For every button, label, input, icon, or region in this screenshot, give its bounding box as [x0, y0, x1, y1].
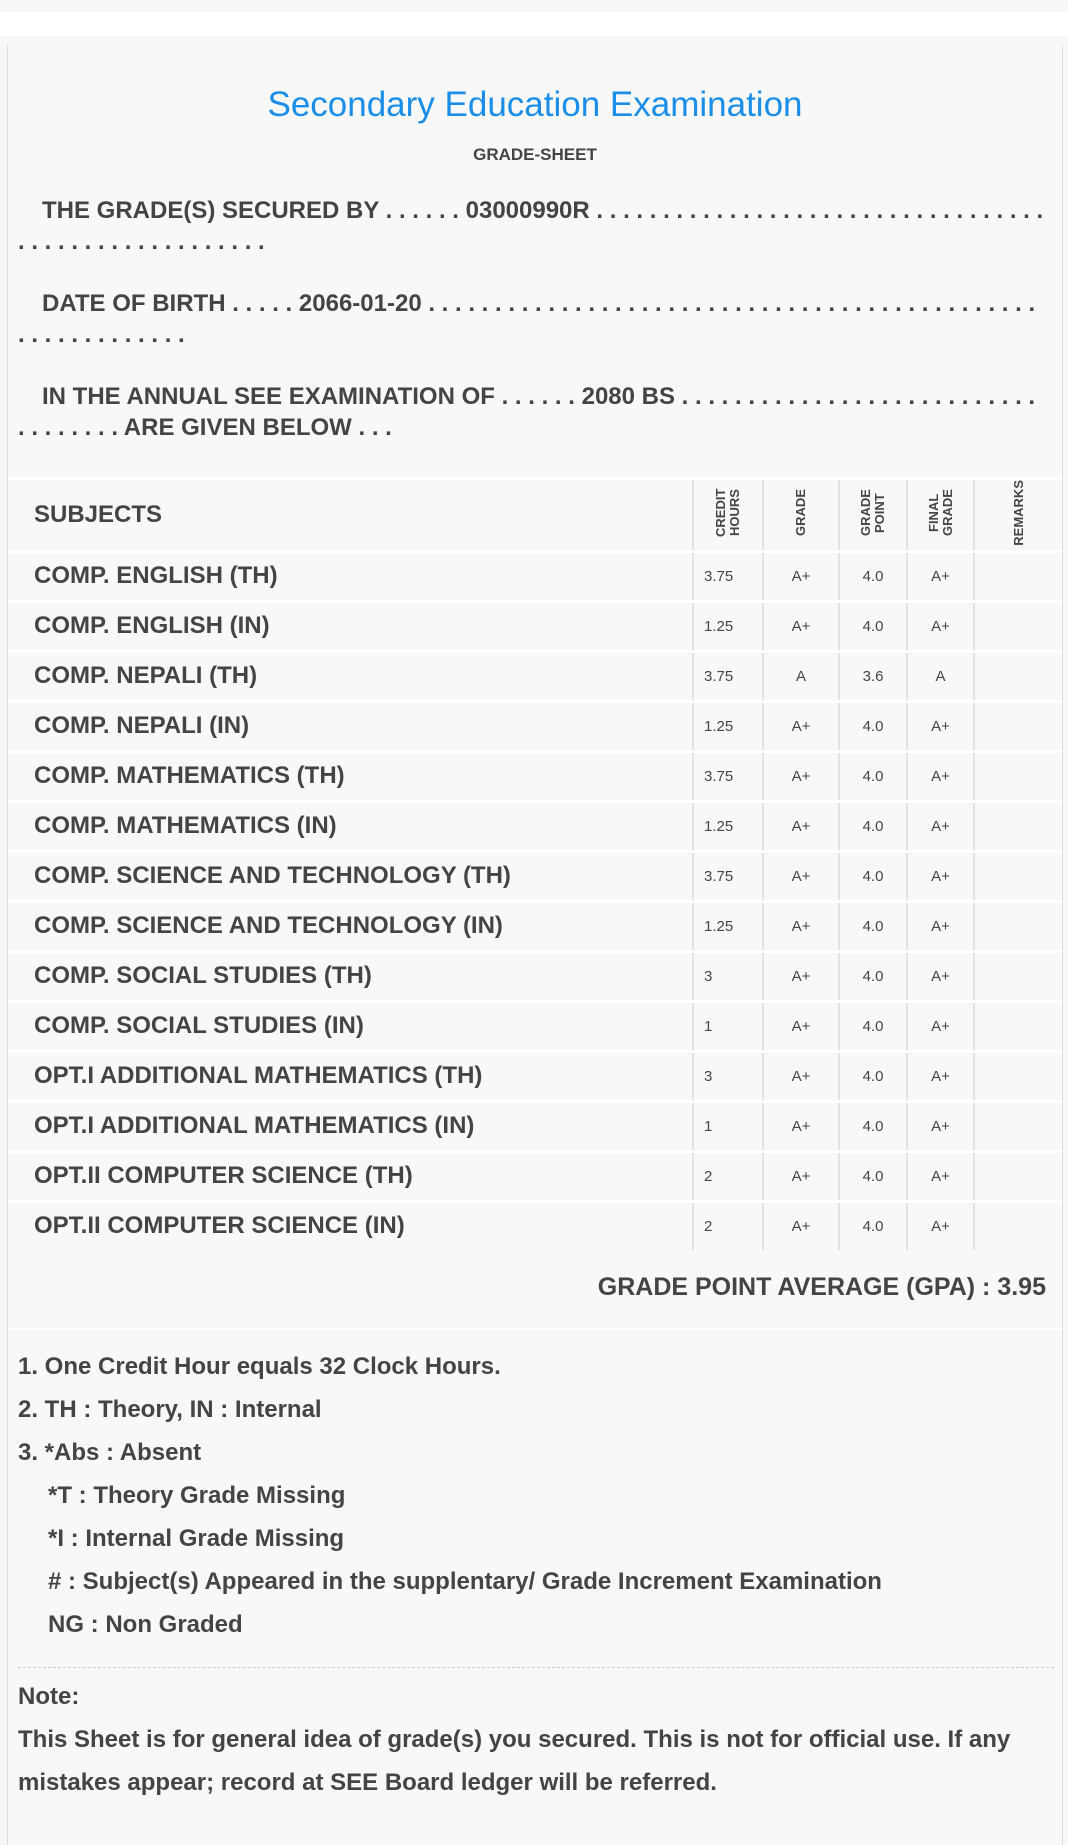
subject-cell: OPT.II COMPUTER SCIENCE (TH): [8, 1151, 693, 1201]
grade-point-cell: 4.0: [839, 1051, 907, 1101]
subject-cell: COMP. SOCIAL STUDIES (TH): [8, 951, 693, 1001]
table-row: [8, 851, 1062, 901]
grade-point-cell: 4.0: [839, 1001, 907, 1051]
remarks-cell: [974, 1201, 1062, 1250]
remarks-cell: [974, 801, 1062, 851]
remarks-cell: [974, 951, 1062, 1001]
final-grade-cell: A+: [907, 1101, 974, 1151]
subject-cell: OPT.II COMPUTER SCIENCE (IN): [8, 1201, 693, 1250]
final-grade-cell: A: [907, 651, 974, 701]
grade-cell: A: [763, 651, 839, 701]
remarks-cell: [974, 1001, 1062, 1051]
grade-point-cell: 4.0: [839, 1201, 907, 1250]
credit-hours-cell: 3.75: [693, 751, 763, 801]
table-row: [8, 1001, 1062, 1051]
credit-hours-cell: 3.75: [693, 651, 763, 701]
grade-cell: A+: [763, 901, 839, 951]
header-grade-text: GRADE: [793, 489, 808, 537]
table-row: [8, 1151, 1062, 1201]
remarks-cell: [974, 651, 1062, 701]
exam-year: 2080 BS: [581, 383, 675, 410]
final-grade-cell: A+: [907, 1001, 974, 1051]
grade-point-cell: 4.0: [839, 801, 907, 851]
remarks-cell: [974, 551, 1062, 601]
table-row: [8, 551, 1062, 601]
grade-point-cell: 4.0: [839, 1151, 907, 1201]
grade-point-cell: 4.0: [839, 751, 907, 801]
subject-cell: COMP. SCIENCE AND TECHNOLOGY (IN): [8, 901, 693, 951]
grade-point-cell: 4.0: [839, 551, 907, 601]
header-credit-hours-text: CREDIT HOURS: [713, 488, 742, 538]
remarks-cell: [974, 751, 1062, 801]
legend-item: *I : Internal Grade Missing: [48, 1525, 345, 1552]
final-grade-cell: A+: [907, 951, 974, 1001]
grade-cell: A+: [763, 801, 839, 851]
grade-cell: A+: [763, 701, 839, 751]
page-title: Secondary Education Examination: [267, 85, 803, 124]
table-row: [8, 751, 1062, 801]
remarks-cell: [974, 851, 1062, 901]
header-final-grade: [907, 479, 974, 552]
gpa-value: 3.95: [997, 1273, 1046, 1301]
final-grade-cell: A+: [907, 701, 974, 751]
table-row: [8, 901, 1062, 951]
credit-hours-cell: 3: [693, 1051, 763, 1101]
subject-cell: COMP. ENGLISH (IN): [8, 601, 693, 651]
table-header-row: [8, 479, 1062, 552]
header-grade-point-text: GRADE POINT: [858, 489, 887, 537]
legend-item: 2. TH : Theory, IN : Internal: [18, 1396, 322, 1423]
credit-hours-cell: 1.25: [693, 601, 763, 651]
grade-cell: A+: [763, 951, 839, 1001]
divider: [8, 1328, 1062, 1330]
grade-point-cell: 3.6: [839, 651, 907, 701]
header-final-grade-text: FINAL GRADE: [925, 489, 955, 537]
page-subtitle: GRADE-SHEET: [473, 145, 597, 164]
top-bar: [0, 12, 1068, 36]
grade-cell: A+: [763, 751, 839, 801]
final-grade-cell: A+: [907, 751, 974, 801]
remarks-cell: [974, 601, 1062, 651]
remarks-cell: [974, 901, 1062, 951]
grade-cell: A+: [763, 601, 839, 651]
final-grade-cell: A+: [907, 1051, 974, 1101]
note-text: This Sheet is for general idea of grade(s) you secured. This is not for official use. If any mistakes appear; record at SEE Board ledger will be referred.: [18, 1726, 1011, 1796]
legend-item: 1. One Credit Hour equals 32 Clock Hours.: [18, 1353, 501, 1380]
grade-point-cell: 4.0: [839, 601, 907, 651]
grade-sheet-panel: [7, 45, 1063, 1845]
credit-hours-cell: 3.75: [693, 551, 763, 601]
final-grade-cell: A+: [907, 551, 974, 601]
legend: [18, 1345, 882, 1646]
table-row: [8, 651, 1062, 701]
gpa-label: GRADE POINT AVERAGE (GPA) :: [597, 1273, 991, 1301]
grade-cell: A+: [763, 1101, 839, 1151]
credit-hours-cell: 3: [693, 951, 763, 1001]
subject-cell: COMP. SOCIAL STUDIES (IN): [8, 1001, 693, 1051]
secured-by-label: THE GRADE(S) SECURED BY: [42, 197, 379, 224]
remarks-cell: [974, 1151, 1062, 1201]
table-row: [8, 1201, 1062, 1250]
subject-cell: COMP. MATHEMATICS (TH): [8, 751, 693, 801]
grade-point-cell: 4.0: [839, 851, 907, 901]
table-row: [8, 801, 1062, 851]
note-label: Note:: [18, 1683, 80, 1710]
remarks-cell: [974, 1051, 1062, 1101]
grade-cell: A+: [763, 851, 839, 901]
header-credit-hours: [693, 479, 763, 552]
note: [18, 1675, 1054, 1804]
subject-cell: COMP. NEPALI (TH): [8, 651, 693, 701]
remarks-cell: [974, 701, 1062, 751]
credit-hours-cell: 3.75: [693, 851, 763, 901]
final-grade-cell: A+: [907, 1151, 974, 1201]
header-remarks: [974, 479, 1062, 552]
legend-item: *T : Theory Grade Missing: [48, 1482, 346, 1509]
credit-hours-cell: 1: [693, 1001, 763, 1051]
grade-point-cell: 4.0: [839, 901, 907, 951]
dob-value: 2066-01-20: [298, 290, 422, 317]
grade-cell: A+: [763, 1201, 839, 1250]
table-row: [8, 1101, 1062, 1151]
dashed-divider: [18, 1667, 1054, 1668]
dob-label: DATE OF BIRTH: [42, 290, 226, 317]
subject-cell: COMP. ENGLISH (TH): [8, 551, 693, 601]
gpa: [598, 1273, 1046, 1302]
final-grade-cell: A+: [907, 601, 974, 651]
subject-cell: COMP. NEPALI (IN): [8, 701, 693, 751]
header-grade: [763, 479, 839, 552]
subject-cell: OPT.I ADDITIONAL MATHEMATICS (TH): [8, 1051, 693, 1101]
legend-item: 3. *Abs : Absent: [18, 1439, 202, 1466]
grade-cell: A+: [763, 1001, 839, 1051]
header-subjects: SUBJECTS: [8, 479, 693, 552]
table-row: [8, 1051, 1062, 1101]
credit-hours-cell: 1.25: [693, 701, 763, 751]
grade-cell: A+: [763, 1151, 839, 1201]
credit-hours-cell: 1: [693, 1101, 763, 1151]
subject-cell: COMP. MATHEMATICS (IN): [8, 801, 693, 851]
symbol-number: 03000990R: [465, 197, 590, 224]
legend-item: NG : Non Graded: [48, 1611, 243, 1638]
exam-label: IN THE ANNUAL SEE EXAMINATION OF: [42, 383, 495, 410]
subject-cell: OPT.I ADDITIONAL MATHEMATICS (IN): [8, 1101, 693, 1151]
table-row: [8, 601, 1062, 651]
header-grade-point: [839, 479, 907, 552]
final-grade-cell: A+: [907, 801, 974, 851]
final-grade-cell: A+: [907, 901, 974, 951]
secured-by-line: THE GRADE(S) SECURED BY . . . . . . 03000990R . . . . . . . . . . . . . . . . . . . . . . . . . . . . . . . . . . . . . . . . . . . . . . . . . . . . .: [18, 197, 1044, 255]
credit-hours-cell: 1.25: [693, 801, 763, 851]
dob-line: DATE OF BIRTH . . . . . 2066-01-20 . . . . . . . . . . . . . . . . . . . . . . . . . . . . . . . . . . . . . . . . . . . . . . . . . . . . . . . . . . .: [18, 290, 1036, 348]
table-row: [8, 951, 1062, 1001]
table-row: [8, 701, 1062, 751]
grade-cell: A+: [763, 1051, 839, 1101]
legend-item: # : Subject(s) Appeared in the supplentary/ Grade Increment Examination: [48, 1568, 882, 1595]
remarks-cell: [974, 1101, 1062, 1151]
exam-line: IN THE ANNUAL SEE EXAMINATION OF . . . . . . 2080 BS . . . . . . . . . . . . . . . . . . . . . . . . . . . . . . . . . . . ARE GIVEN BELOW . . .: [18, 383, 1036, 441]
grade-point-cell: 4.0: [839, 1101, 907, 1151]
grade-cell: A+: [763, 551, 839, 601]
grade-point-cell: 4.0: [839, 951, 907, 1001]
grades-table: [8, 477, 1062, 1250]
final-grade-cell: A+: [907, 851, 974, 901]
subject-cell: COMP. SCIENCE AND TECHNOLOGY (TH): [8, 851, 693, 901]
credit-hours-cell: 2: [693, 1151, 763, 1201]
grade-point-cell: 4.0: [839, 701, 907, 751]
header-remarks-text: REMARKS: [1010, 480, 1026, 546]
credit-hours-cell: 2: [693, 1201, 763, 1250]
final-grade-cell: A+: [907, 1201, 974, 1250]
given-below: ARE GIVEN BELOW . . .: [123, 414, 392, 441]
credit-hours-cell: 1.25: [693, 901, 763, 951]
